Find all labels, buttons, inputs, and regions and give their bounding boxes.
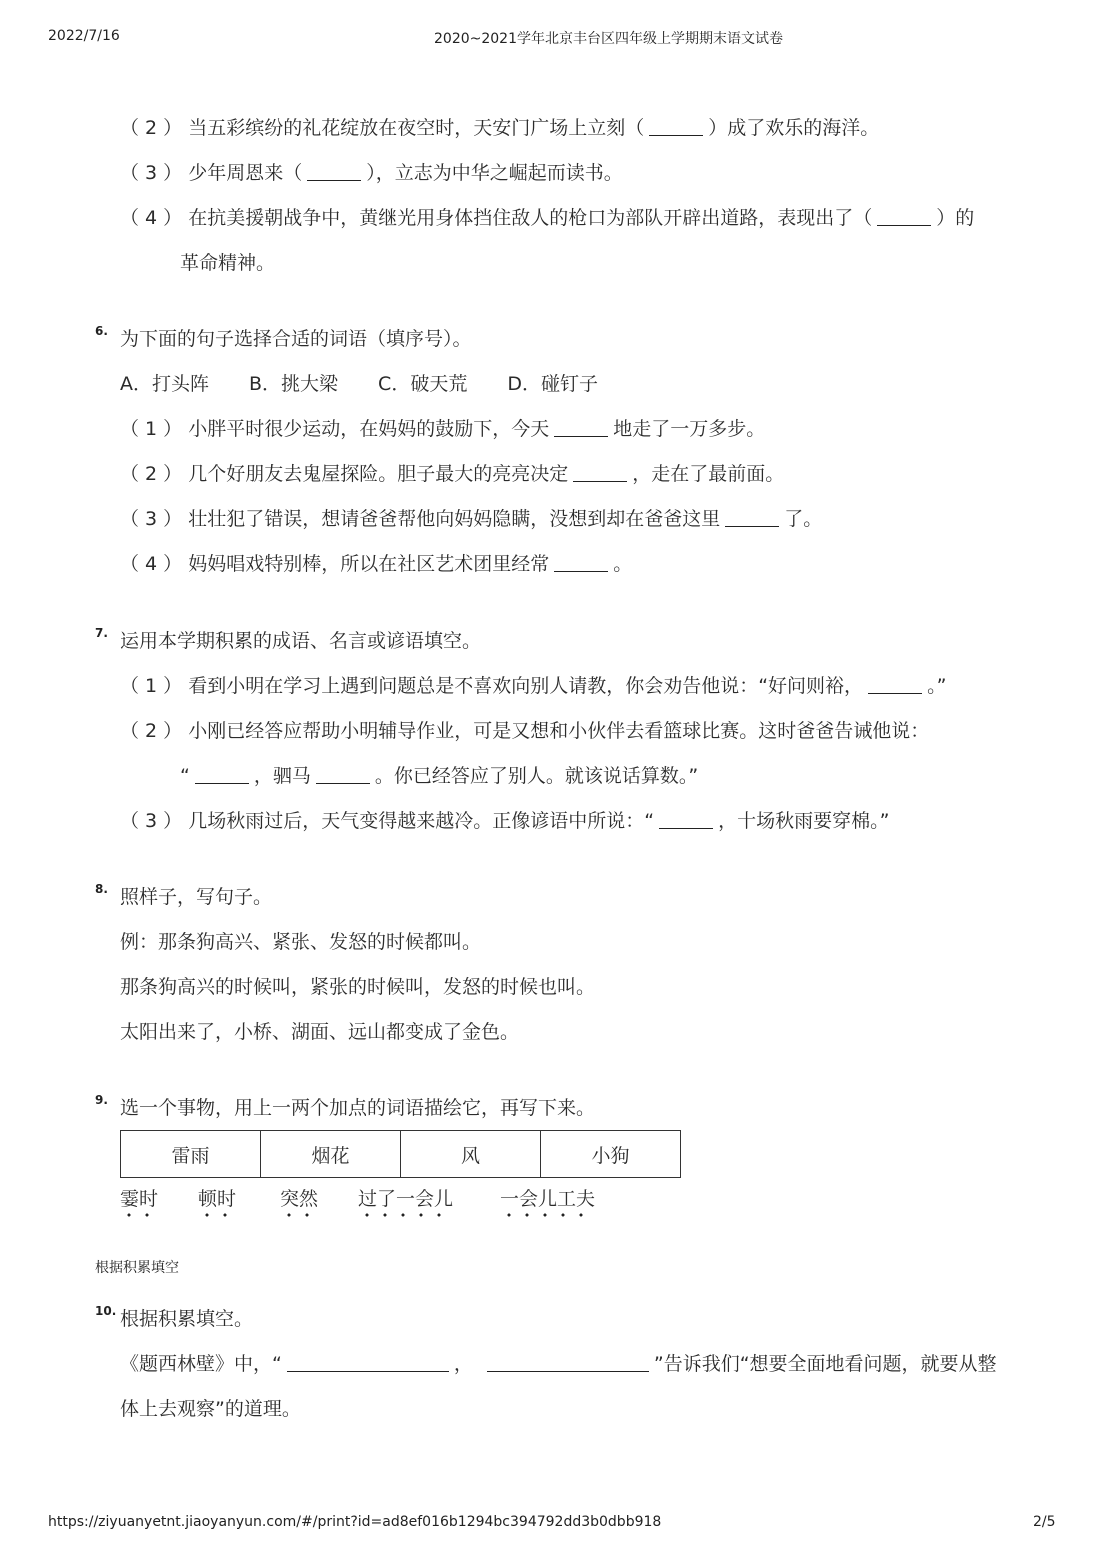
q7-item-2: （ 2 ） 小刚已经答应帮助小明辅导作业，可是又想和小伙伴去看篮球比赛。这时爸爸告诫他说：: [120, 720, 930, 742]
answer-blank[interactable]: [659, 810, 713, 829]
answer-blank[interactable]: [307, 162, 361, 181]
q6-item-4: [120, 551, 632, 577]
q7-item-1: [120, 673, 946, 699]
q5-item-4-tail: ）的: [936, 207, 975, 229]
q9-stem: 选一个事物，用上一两个加点的词语描绘它，再写下来。: [120, 1097, 596, 1119]
q6-item-2-text: （ 2 ） 几个好朋友去鬼屋探险。胆子最大的亮亮决定: [120, 463, 569, 485]
topic-cell: 烟花: [261, 1131, 401, 1178]
answer-blank[interactable]: [868, 675, 922, 694]
q7-item-3: [120, 808, 889, 834]
emphasis-dots: [500, 1213, 592, 1217]
q6-item-2-tail: ，走在了最前面。: [632, 463, 785, 485]
q5-item-3-text: （ 3 ） 少年周恩来（: [120, 162, 303, 184]
topic-table: [120, 1130, 681, 1178]
q8-example: 例：那条狗高兴、紧张、发怒的时候都叫。: [120, 931, 482, 953]
q6-item-3: [120, 506, 822, 532]
q10-line-1-tail: ”告诉我们“想要全面地看问题，就要从整: [653, 1353, 997, 1375]
q5-item-4-cont: 革命精神。: [180, 252, 276, 274]
q7-item-3-text: （ 3 ） 几场秋雨过后，天气变得越来越冷。正像谚语中所说：“: [120, 810, 655, 832]
answer-blank[interactable]: [316, 765, 370, 784]
q5-item-2: [120, 115, 879, 141]
q6-item-1-tail: 地走了一万多步。: [613, 418, 766, 440]
q7-item-3-tail: ，十场秋雨要穿棉。”: [718, 810, 890, 832]
topic-cell: 雷雨: [121, 1131, 261, 1178]
section-note: 根据积累填空: [95, 1260, 179, 1276]
q6-item-1-text: （ 1 ） 小胖平时很少运动，在妈妈的鼓励下，今天: [120, 418, 550, 440]
q7-item-2-cont: [180, 763, 698, 789]
dotted-word: 霎时: [120, 1188, 159, 1210]
answer-blank[interactable]: [573, 463, 627, 482]
q5-item-3: [120, 160, 623, 186]
q7-stem: 运用本学期积累的成语、名言或谚语填空。: [120, 630, 482, 652]
document-title: 2020~2021学年北京丰台区四年级上学期期末语文试卷: [434, 31, 783, 47]
topic-cell: 小狗: [541, 1131, 681, 1178]
dotted-word: 过了一会儿: [358, 1188, 454, 1210]
option-b: B．挑大梁: [249, 373, 339, 395]
q6-item-3-text: （ 3 ） 壮壮犯了错误，想请爸爸帮他向妈妈隐瞒，没想到却在爸爸这里: [120, 508, 721, 530]
q7-item-2-open: “: [180, 765, 190, 787]
q10-line-1-text: 《题西林壁》中，“: [120, 1353, 282, 1375]
answer-blank[interactable]: [649, 117, 703, 136]
emphasis-dots: [198, 1213, 236, 1217]
q6-item-4-text: （ 4 ） 妈妈唱戏特别棒，所以在社区艺术团里经常: [120, 553, 550, 575]
question-number: 10.: [95, 1304, 117, 1318]
option-c: C．破天荒: [378, 373, 468, 395]
q10-line-1: [120, 1351, 997, 1377]
q6-stem: 为下面的句子选择合适的词语（填序号）。: [120, 328, 472, 350]
q6-item-4-tail: 。: [613, 553, 633, 575]
page-number: 2/5: [1033, 1514, 1056, 1530]
question-number: 9.: [95, 1093, 108, 1107]
option-d: D．碰钉子: [507, 373, 598, 395]
q7-item-2-tail: 。你已经答应了别人。就该说话算数。”: [374, 765, 699, 787]
option-a: A．打头阵: [120, 373, 209, 395]
emphasis-dots: [358, 1213, 450, 1217]
q10-line-2: 体上去观察”的道理。: [120, 1398, 301, 1420]
dotted-word: 一会儿工夫: [500, 1188, 596, 1210]
answer-blank[interactable]: [554, 418, 608, 437]
q5-item-4-text: （ 4 ） 在抗美援朝战争中，黄继光用身体挡住敌人的枪口为部队开辟出道路，表现出了（: [120, 207, 873, 229]
q8-stem: 照样子，写句子。: [120, 886, 273, 908]
answer-blank[interactable]: [725, 508, 779, 527]
q5-item-4: [120, 205, 974, 231]
q5-item-3-tail: ），立志为中华之崛起而读书。: [366, 162, 623, 184]
answer-blank[interactable]: [287, 1353, 449, 1372]
question-number: 6.: [95, 324, 108, 338]
emphasis-dots: [120, 1213, 158, 1217]
question-number: 7.: [95, 626, 108, 640]
topic-cell: 风: [401, 1131, 541, 1178]
dotted-word: 顿时: [198, 1188, 237, 1210]
q8-example-answer: 那条狗高兴的时候叫，紧张的时候叫，发怒的时候也叫。: [120, 976, 596, 998]
print-date: 2022/7/16: [48, 28, 120, 44]
answer-blank[interactable]: [554, 553, 608, 572]
page-url[interactable]: https://ziyuanyetnt.jiaoyanyun.com/#/print?id=ad8ef016b1294bc394792dd3b0dbb918: [48, 1514, 662, 1530]
q6-item-2: [120, 461, 784, 487]
q7-item-1-tail: 。”: [927, 675, 947, 697]
q8-task: 太阳出来了，小桥、湖面、远山都变成了金色。: [120, 1021, 520, 1043]
answer-blank[interactable]: [195, 765, 249, 784]
q5-item-2-tail: ）成了欢乐的海洋。: [708, 117, 880, 139]
q6-item-1: [120, 416, 765, 442]
emphasis-dots: [280, 1213, 318, 1217]
answer-blank[interactable]: [877, 207, 931, 226]
q10-separator: ，: [453, 1353, 473, 1375]
q6-item-3-tail: 了。: [784, 508, 823, 530]
q7-item-1-text: （ 1 ） 看到小明在学习上遇到问题总是不喜欢向别人请教，你会劝告他说：“好问则裕，: [120, 675, 864, 697]
answer-blank[interactable]: [487, 1353, 649, 1372]
question-number: 8.: [95, 882, 108, 896]
q10-stem: 根据积累填空。: [120, 1308, 254, 1330]
dotted-word: 突然: [280, 1188, 319, 1210]
q5-item-2-text: （ 2 ） 当五彩缤纷的礼花绽放在夜空时，天安门广场上立刻（: [120, 117, 645, 139]
q7-item-2-mid: ，驷马: [253, 765, 311, 787]
q6-options: [120, 371, 638, 397]
